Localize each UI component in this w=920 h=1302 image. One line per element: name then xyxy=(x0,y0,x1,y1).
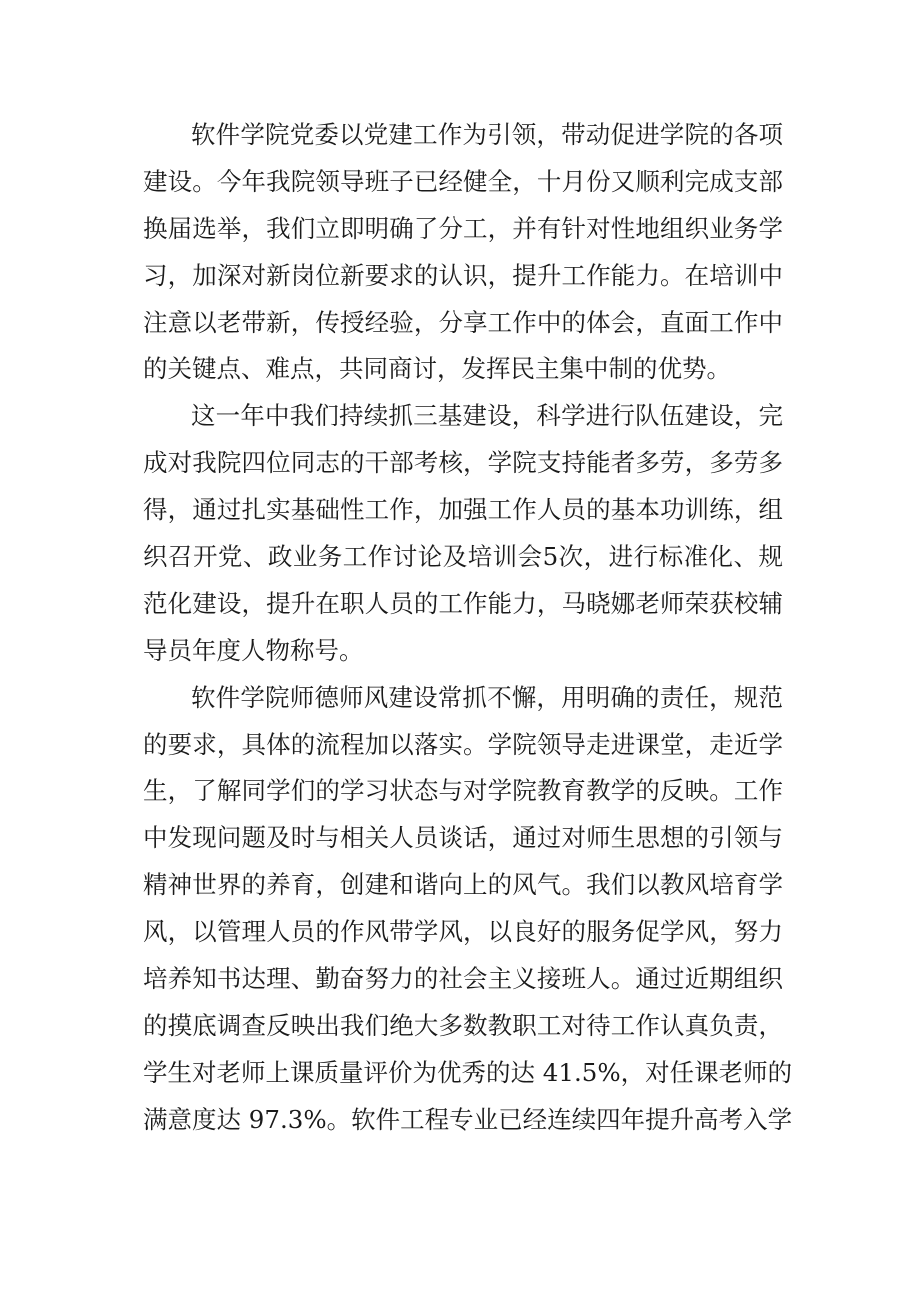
text-line: 培养知书达理、勤奋努力的社会主义接班人。通过近期组织 xyxy=(143,964,783,994)
paragraph-team-building xyxy=(143,393,783,674)
text-line: 织召开党、政业务工作讨论及培训会5次，进行标准化、规 xyxy=(143,542,783,572)
paragraph-teacher-ethics xyxy=(143,675,793,1144)
text-line: 精神世界的养育，创建和谐向上的风气。我们以教风培育学 xyxy=(143,870,783,900)
document-body xyxy=(143,112,793,1144)
text-line: 成对我院四位同志的干部考核，学院支持能者多劳，多劳多 xyxy=(143,448,783,478)
text-line: 换届选举，我们立即明确了分工，并有针对性地组织业务学 xyxy=(143,213,783,243)
paragraph-party-building xyxy=(143,112,783,393)
text-line: 注意以老带新，传授经验，分享工作中的体会，直面工作中 xyxy=(143,307,783,337)
text-line: 生，了解同学们的学习状态与对学院教育教学的反映。工作 xyxy=(143,776,783,806)
text-line: 习，加深对新岗位新要求的认识，提升工作能力。在培训中 xyxy=(143,260,783,290)
text-line: 满意度达 97.3%。软件工程专业已经连续四年提升高考入学 xyxy=(143,1104,793,1134)
text-line: 建设。今年我院领导班子已经健全，十月份又顺利完成支部 xyxy=(143,166,783,196)
text-line: 这一年中我们持续抓三基建设，科学进行队伍建设，完 xyxy=(191,401,783,431)
text-line: 得，通过扎实基础性工作，加强工作人员的基本功训练，组 xyxy=(143,495,783,525)
text-line: 范化建设，提升在职人员的工作能力，马晓娜老师荣获校辅 xyxy=(143,588,783,618)
text-line: 风，以管理人员的作风带学风，以良好的服务促学风，努力 xyxy=(143,917,783,947)
text-line: 学生对老师上课质量评价为优秀的达 41.5%，对任课老师的 xyxy=(143,1057,793,1087)
text-line: 的摸底调查反映出我们绝大多数教职工对待工作认真负责， xyxy=(143,1010,783,1040)
text-line: 的关键点、难点，共同商讨，发挥民主集中制的优势。 xyxy=(143,354,731,384)
text-line: 中发现问题及时与相关人员谈话，通过对师生思想的引领与 xyxy=(143,823,783,853)
text-line: 软件学院党委以党建工作为引领，带动促进学院的各项 xyxy=(191,120,783,149)
text-line: 的要求，具体的流程加以落实。学院领导走进课堂，走近学 xyxy=(143,729,783,759)
text-line: 软件学院师德师风建设常抓不懈，用明确的责任，规范 xyxy=(191,682,783,712)
text-line: 导员年度人物称号。 xyxy=(143,635,364,665)
